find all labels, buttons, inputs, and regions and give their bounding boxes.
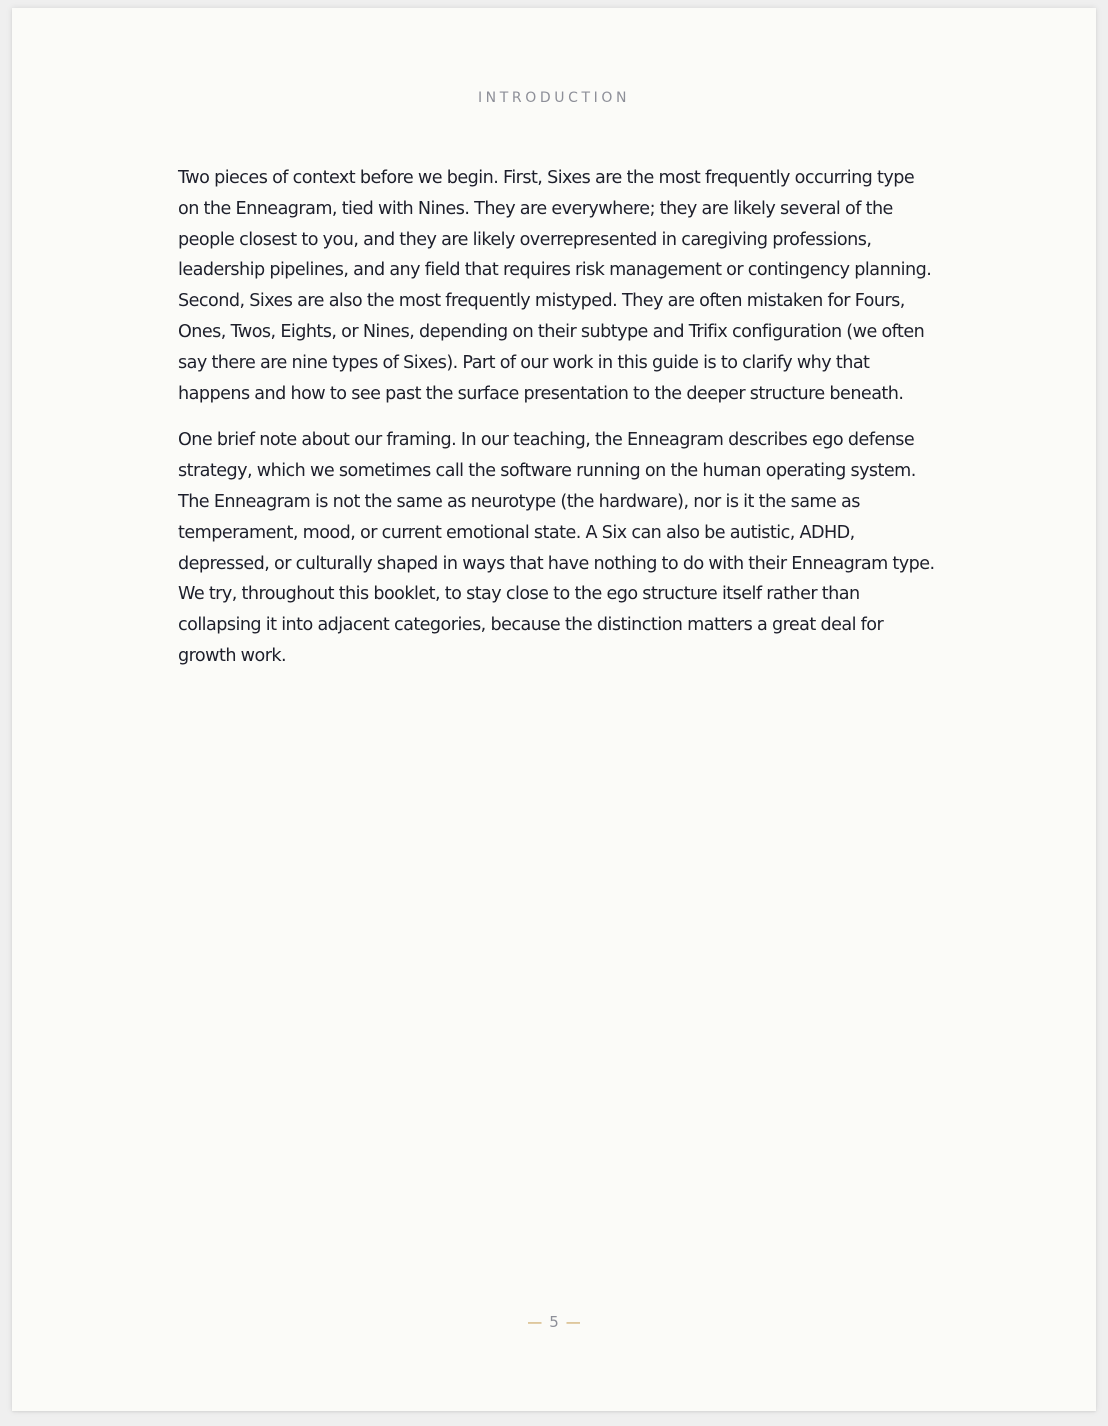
paragraph-2: One brief note about our framing. In our teaching, the Enneagram describes ego defense strategy, which we sometimes call the software running on the human operating system. The Enneagram is not the same as neurotype (the hardware), nor is it the same as temperament, mood, or current emotional state. A Six can also be autistic, ADHD, depressed, or culturally shaped in ways that have nothing to do with their Enneagram type. We try, throughout this booklet, to stay close to the ego structure itself rather than collapsing it into adjacent categories, because the distinction matters a great deal for growth work. [178,430,935,666]
paragraph-1: Two pieces of context before we begin. First, Sixes are the most frequently occurring type on the Enneagram, tied with Nines. They are everywhere; they are likely several of the people closest to you, and they are likely overrepresented in caregiving professions, leadership pipelines, and any field that requires risk management or contingency planning. Second, Sixes are also the most frequently mistyped. They are often mistaken for Fours, Ones, Twos, Eights, or Nines, depending on their subtype and Trifix configuration (we often say there are nine types of Sixes). Part of our work in this guide is to clarify why that happens and how to see past the surface presentation to the deeper structure beneath. [178,168,932,404]
running-head: INTRODUCTION [477,90,631,106]
page-number-footer [12,1312,1096,1332]
document-page [12,8,1096,1411]
page-number: 5 [549,1313,559,1331]
body-text [178,163,936,688]
folio-dash-right: — [565,1313,581,1331]
folio-dash-left: — [527,1313,543,1331]
